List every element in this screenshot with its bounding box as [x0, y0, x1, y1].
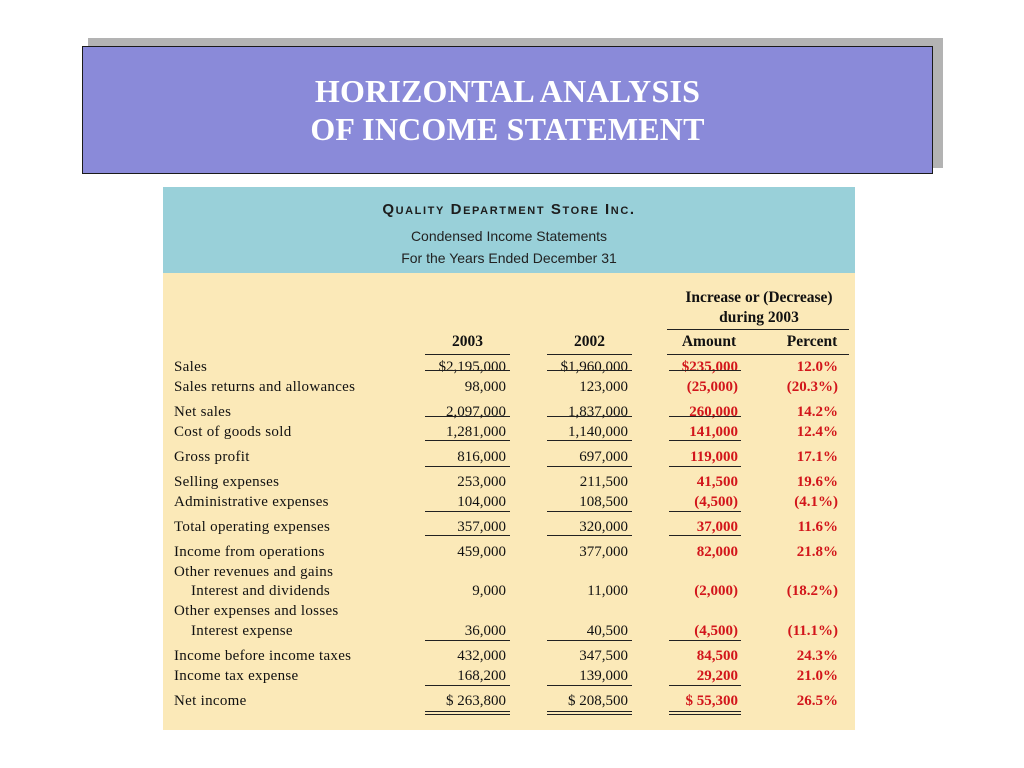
value-2003: 9,000	[472, 583, 506, 599]
change-percent: (4.1%)	[794, 494, 838, 510]
underline-rule	[669, 440, 741, 441]
statement-row	[163, 544, 855, 564]
row-label: Cost of goods sold	[174, 424, 292, 440]
statement-period: For the Years Ended December 31	[401, 250, 617, 266]
underline-rule	[425, 416, 510, 417]
underline-rule	[547, 466, 632, 467]
value-2002: 11,000	[587, 583, 628, 599]
underline-rule	[547, 511, 632, 512]
value-2002: 697,000	[579, 449, 628, 465]
change-amount: (25,000)	[686, 379, 738, 395]
underline-rule	[669, 466, 741, 467]
change-percent: (18.2%)	[786, 583, 838, 599]
change-amount: $ 55,300	[685, 693, 738, 709]
row-label: Income from operations	[174, 544, 325, 560]
value-2002: $ 208,500	[568, 693, 628, 709]
change-amount: 119,000	[690, 449, 738, 465]
value-2002: 108,500	[579, 494, 628, 510]
value-2002: 347,500	[579, 648, 628, 664]
underline-rule	[425, 440, 510, 441]
change-percent: 21.0%	[796, 668, 838, 684]
value-2003: $2,195,000	[438, 359, 506, 375]
underline-rule	[547, 535, 632, 536]
value-2003: 104,000	[457, 494, 506, 510]
value-2003: 36,000	[464, 623, 506, 639]
statement-row	[163, 474, 855, 494]
change-amount: 37,000	[696, 519, 738, 535]
underline-rule	[425, 685, 510, 686]
change-percent: (20.3%)	[786, 379, 838, 395]
change-amount: 260,000	[689, 404, 738, 420]
row-label: Income before income taxes	[174, 648, 352, 664]
change-amount: 84,500	[696, 648, 738, 664]
change-header	[667, 288, 851, 328]
value-2002: 123,000	[579, 379, 628, 395]
underline-rule	[669, 370, 741, 371]
underline-rule	[547, 440, 632, 441]
change-amount: 82,000	[696, 544, 738, 560]
slide-title-box	[82, 46, 933, 174]
column-header-amount: Amount	[681, 333, 737, 350]
income-statement	[163, 187, 855, 730]
value-2003: 1,281,000	[446, 424, 506, 440]
column-header-2002: 2002	[574, 333, 605, 350]
row-label: Interest and dividends	[191, 583, 331, 599]
underline-rule	[669, 535, 741, 536]
statement-row	[163, 424, 855, 444]
value-2002: $1,960,000	[560, 359, 628, 375]
value-2002: 139,000	[579, 668, 628, 684]
row-label: Selling expenses	[174, 474, 280, 490]
value-2002: 211,500	[579, 474, 628, 490]
change-percent: 12.0%	[796, 359, 838, 375]
change-header-line-2: during 2003	[719, 309, 799, 326]
change-amount: (4,500)	[694, 494, 738, 510]
change-percent: 21.8%	[796, 544, 838, 560]
row-label: Gross profit	[174, 449, 250, 465]
statement-row	[163, 583, 855, 603]
statement-header	[163, 187, 855, 273]
column-header-percent: Percent	[786, 333, 838, 350]
column-rule-2002	[547, 354, 632, 355]
change-amount: (4,500)	[694, 623, 738, 639]
row-label: Net sales	[174, 404, 232, 420]
underline-rule	[669, 640, 741, 641]
statement-row	[163, 648, 855, 668]
row-label: Net income	[174, 693, 247, 709]
value-2003: 168,200	[457, 668, 506, 684]
statement-row	[163, 519, 855, 539]
statement-row	[163, 564, 855, 584]
underline-rule	[547, 416, 632, 417]
change-amount: 29,200	[696, 668, 738, 684]
change-percent: 14.2%	[796, 404, 838, 420]
value-2003: $ 263,800	[446, 693, 506, 709]
underline-rule	[425, 640, 510, 641]
underline-rule	[425, 370, 510, 371]
change-percent: 12.4%	[796, 424, 838, 440]
row-label: Other revenues and gains	[174, 564, 334, 580]
row-label: Administrative expenses	[174, 494, 329, 510]
change-header-line-1: Increase or (Decrease)	[685, 289, 833, 306]
value-2003: 459,000	[457, 544, 506, 560]
underline-rule	[425, 466, 510, 467]
change-percent: 26.5%	[796, 693, 838, 709]
column-rule-2003	[425, 354, 510, 355]
change-amount: $235,000	[681, 359, 738, 375]
change-percent: 19.6%	[796, 474, 838, 490]
change-amount: (2,000)	[694, 583, 738, 599]
underline-rule	[669, 685, 741, 686]
double-underline-rule	[547, 711, 632, 715]
row-label: Interest expense	[191, 623, 293, 639]
value-2003: 253,000	[457, 474, 506, 490]
row-label: Total operating expenses	[174, 519, 331, 535]
statement-row	[163, 404, 855, 424]
row-label: Other expenses and losses	[174, 603, 339, 619]
underline-rule	[547, 370, 632, 371]
value-2003: 816,000	[457, 449, 506, 465]
value-2002: 40,500	[586, 623, 628, 639]
value-2003: 432,000	[457, 648, 506, 664]
row-label: Sales returns and allowances	[174, 379, 356, 395]
change-header-rule	[667, 329, 849, 330]
slide-title-line-2: OF INCOME STATEMENT	[310, 111, 705, 147]
underline-rule	[425, 511, 510, 512]
underline-rule	[669, 511, 741, 512]
change-percent: (11.1%)	[787, 623, 838, 639]
column-header-2003: 2003	[452, 333, 483, 350]
value-2003: 2,097,000	[446, 404, 506, 420]
statement-subtitle: Condensed Income Statements	[410, 228, 608, 244]
value-2002: 377,000	[579, 544, 628, 560]
underline-rule	[669, 416, 741, 417]
value-2003: 357,000	[457, 519, 506, 535]
change-percent: 11.6%	[797, 519, 838, 535]
change-amount: 41,500	[696, 474, 738, 490]
underline-rule	[547, 640, 632, 641]
statement-row	[163, 379, 855, 399]
statement-row	[163, 603, 855, 623]
value-2002: 1,140,000	[568, 424, 628, 440]
value-2002: 320,000	[579, 519, 628, 535]
value-2003: 98,000	[464, 379, 506, 395]
statement-row	[163, 693, 855, 713]
underline-rule	[425, 535, 510, 536]
double-underline-rule	[425, 711, 510, 715]
statement-row	[163, 359, 855, 379]
column-rule-change	[667, 354, 849, 355]
row-label: Sales	[174, 359, 208, 375]
underline-rule	[547, 685, 632, 686]
change-amount: 141,000	[689, 424, 738, 440]
value-2002: 1,837,000	[568, 404, 628, 420]
slide-title-line-1: HORIZONTAL ANALYSIS	[314, 73, 701, 109]
change-percent: 24.3%	[796, 648, 838, 664]
change-percent: 17.1%	[796, 449, 838, 465]
double-underline-rule	[669, 711, 741, 715]
company-name: Quality Department Store Inc.	[382, 201, 636, 218]
row-label: Income tax expense	[174, 668, 299, 684]
